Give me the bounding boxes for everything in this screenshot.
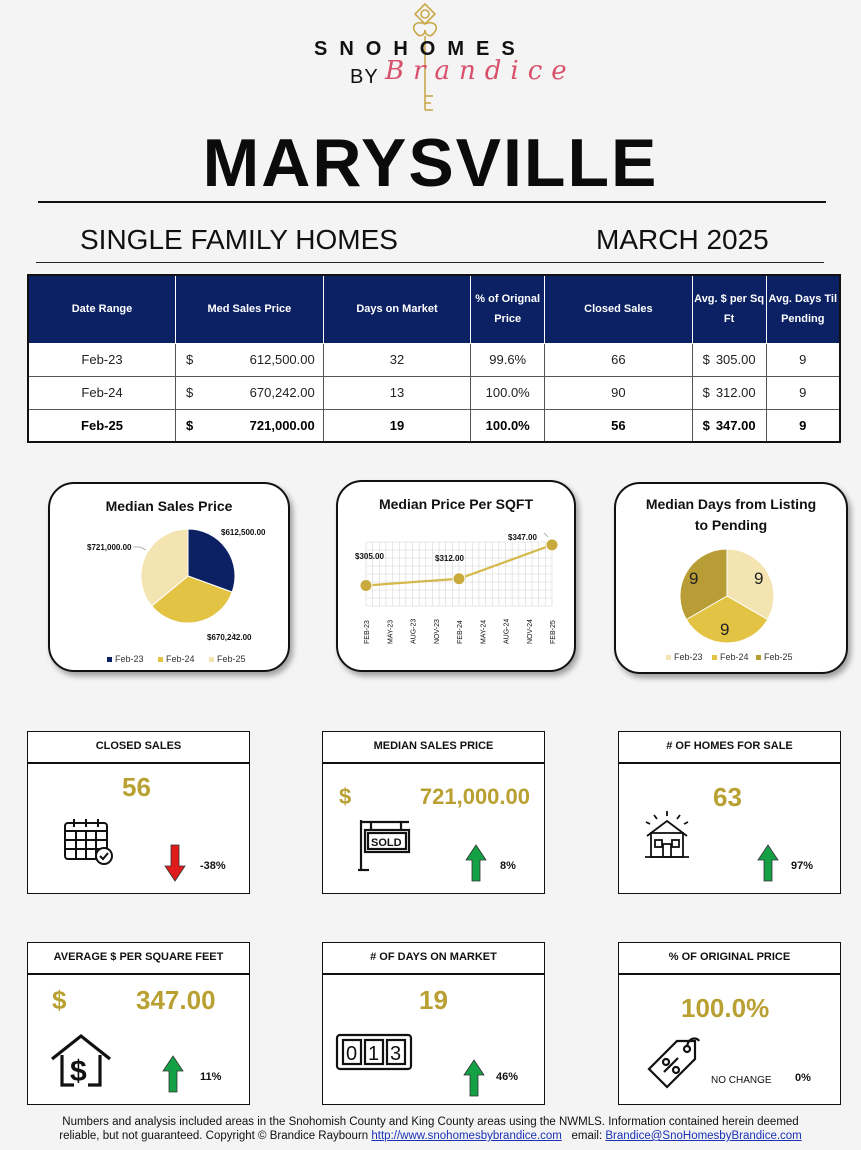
slice-label: 9	[754, 569, 764, 588]
legend-swatch	[756, 655, 761, 660]
arrow-up-icon	[465, 844, 487, 882]
footer-disclaimer	[0, 1115, 861, 1143]
point-label: $347.00	[508, 533, 537, 542]
x-tick-label: MAY-24	[480, 619, 488, 644]
x-tick-label: FEB-24	[457, 620, 464, 644]
kpi-value: 63	[713, 782, 742, 812]
kpi-change: 46%	[496, 1071, 519, 1083]
kpi-note: NO CHANGE	[711, 1075, 772, 1086]
table-row	[28, 376, 840, 409]
arrow-up-icon	[463, 1059, 485, 1097]
median-days-to-pending-chart-card	[614, 482, 848, 674]
svg-text:1: 1	[368, 1043, 380, 1065]
cell-med-sales-price: $ 670,242.00	[176, 376, 324, 409]
svg-text:0: 0	[346, 1043, 358, 1065]
slice-label: $721,000.00	[87, 543, 132, 552]
kpi-avg-price-per-sqft	[27, 942, 250, 1105]
kpi-title: AVERAGE $ PER SQUARE FEET	[28, 943, 249, 975]
x-tick-label: NOV-23	[433, 619, 441, 644]
price-tag-icon	[641, 1035, 701, 1095]
kpi-value: 100.0%	[681, 993, 770, 1023]
legend-label: Feb-23	[674, 652, 703, 662]
legend-label: Feb-25	[764, 652, 793, 662]
legend-swatch	[712, 655, 717, 660]
page-title: MARYSVILLE	[202, 125, 659, 201]
slice-label: 9	[689, 569, 699, 588]
legend-label: Feb-23	[115, 654, 144, 664]
calendar-icon	[62, 816, 116, 866]
x-tick-label: FEB-25	[550, 620, 557, 644]
kpi-title: % OF ORIGINAL PRICE	[619, 943, 840, 975]
cell-avg-days-til-pending: 9	[766, 343, 840, 376]
kpi-change: 11%	[200, 1071, 222, 1083]
kpi-pct-original-price	[618, 942, 841, 1105]
kpi-dollar: $	[52, 985, 67, 1015]
legend-swatch	[158, 657, 163, 662]
footer-email-link[interactable]: Brandice@SnoHomesbyBrandice.com	[605, 1130, 802, 1142]
median-price-per-sqft-line-chart	[338, 482, 578, 674]
page-subtitle: SINGLE FAMILY HOMES	[80, 224, 398, 255]
cell-avg-days-til-pending: 9	[766, 376, 840, 409]
chart-title: Median Sales Price	[105, 498, 233, 514]
footer-line2	[0, 1129, 861, 1143]
legend-label: Feb-24	[720, 652, 749, 662]
svg-text:3: 3	[390, 1043, 402, 1065]
kpi-title: # OF HOMES FOR SALE	[619, 732, 840, 764]
cell-closed-sales: 66	[545, 343, 693, 376]
cell-closed-sales: 90	[545, 376, 693, 409]
slice-label: 9	[720, 620, 730, 639]
median-price-per-sqft-chart-card	[336, 480, 576, 672]
median-sales-price-pie	[50, 484, 292, 674]
header-date-range: Date Range	[28, 275, 176, 343]
chart-title: Median Days from Listing	[645, 496, 817, 512]
svg-text:$: $	[70, 1055, 87, 1088]
counter-icon	[335, 1031, 415, 1075]
data-point	[546, 539, 558, 551]
kpi-median-sales-price	[322, 731, 545, 894]
header-avg-price-per-sqft: Avg. $ per Sq Ft	[692, 275, 766, 343]
cell-days-on-market: 19	[323, 409, 471, 442]
header-pct-original-price: % of Orignal Price	[471, 275, 545, 343]
cell-pct-original-price: 100.0%	[471, 409, 545, 442]
house-icon	[642, 810, 692, 860]
footer-website-link[interactable]: http://www.snohomesbybrandice.com	[371, 1130, 562, 1142]
slice-label: $612,500.00	[221, 528, 266, 537]
table-header-row	[28, 275, 840, 343]
kpi-change: -38%	[200, 860, 226, 872]
subtitle-divider	[36, 262, 824, 263]
footer-copyright: reliable, but not guaranteed. Copyright © Brandice Raybourn	[59, 1130, 369, 1142]
chart-title-line2: to Pending	[694, 517, 768, 533]
cell-pct-original-price: 100.0%	[471, 376, 545, 409]
cell-med-sales-price: $ 721,000.00	[176, 409, 324, 442]
kpi-title: # OF DAYS ON MARKET	[323, 943, 544, 975]
data-point	[360, 580, 372, 592]
x-tick-label: FEB-23	[364, 620, 371, 644]
chart-title: Median Price Per SQFT	[378, 496, 534, 512]
kpi-change: 0%	[795, 1072, 811, 1084]
header-closed-sales: Closed Sales	[545, 275, 693, 343]
legend-label: Feb-24	[166, 654, 195, 664]
arrow-up-icon	[757, 844, 779, 882]
legend-swatch	[209, 657, 214, 662]
arrow-up-icon	[162, 1055, 184, 1093]
cell-closed-sales: 56	[545, 409, 693, 442]
svg-text:SOLD: SOLD	[371, 837, 402, 849]
x-tick-label: MAY-23	[387, 619, 395, 644]
point-label: $312.00	[435, 554, 464, 563]
data-point	[453, 573, 465, 585]
logo-script-text: Brandice	[385, 56, 576, 86]
kpi-value: 721,000.00	[419, 784, 530, 809]
kpi-dollar: $	[339, 784, 352, 809]
x-tick-label: AUG-23	[410, 618, 418, 644]
header-days-on-market: Days on Market	[323, 275, 471, 343]
cell-date-range: Feb-23	[28, 343, 176, 376]
kpi-title: MEDIAN SALES PRICE	[323, 732, 544, 764]
brand-logo	[300, 0, 576, 118]
kpi-value: 347.00	[136, 985, 216, 1015]
slice-label: $670,242.00	[207, 633, 252, 642]
cell-days-on-market: 32	[323, 343, 471, 376]
kpi-closed-sales	[27, 731, 250, 894]
kpi-change: 97%	[791, 860, 814, 872]
legend-label: Feb-25	[217, 654, 246, 664]
kpi-homes-for-sale	[618, 731, 841, 894]
kpi-change: 8%	[500, 860, 516, 872]
table-row	[28, 409, 840, 442]
kpi-value: 19	[419, 985, 448, 1015]
cell-avg-days-til-pending: 9	[766, 409, 840, 442]
logo-by-text: BY	[350, 66, 379, 88]
house-dollar-icon	[48, 1031, 114, 1091]
cell-date-range: Feb-25	[28, 409, 176, 442]
kpi-days-on-market	[322, 942, 545, 1105]
legend-swatch	[107, 657, 112, 662]
label-leader	[544, 533, 548, 537]
header-med-sales-price: Med Sales Price	[176, 275, 324, 343]
cell-pct-original-price: 99.6%	[471, 343, 545, 376]
kpi-value: 56	[122, 772, 151, 802]
header-avg-days-til-pending: Avg. Days Til Pending	[766, 275, 840, 343]
market-stats-table	[27, 274, 841, 443]
report-month: MARCH 2025	[596, 224, 769, 255]
footer-email-label: email:	[571, 1130, 603, 1142]
sold-sign-icon	[357, 816, 413, 872]
cell-avg-price-per-sqft: $ 312.00	[692, 376, 766, 409]
median-days-to-pending-pie	[616, 484, 850, 676]
x-tick-label: NOV-24	[526, 619, 534, 644]
kpi-title: CLOSED SALES	[28, 732, 249, 764]
logo-brand-text: SNOHOMES	[314, 38, 527, 60]
cell-med-sales-price: $ 612,500.00	[176, 343, 324, 376]
cell-avg-price-per-sqft: $ 305.00	[692, 343, 766, 376]
legend-swatch	[666, 655, 671, 660]
footer-line1: Numbers and analysis included areas in the Snohomish County and King County areas using the NWMLS. Information contained herein deemed	[62, 1116, 799, 1128]
cell-days-on-market: 13	[323, 376, 471, 409]
title-divider	[38, 201, 826, 203]
cell-avg-price-per-sqft: $ 347.00	[692, 409, 766, 442]
arrow-down-icon	[164, 844, 186, 882]
cell-date-range: Feb-24	[28, 376, 176, 409]
median-sales-price-chart-card	[48, 482, 290, 672]
point-label: $305.00	[355, 552, 384, 561]
x-tick-label: AUG-24	[503, 618, 511, 644]
table-row	[28, 343, 840, 376]
